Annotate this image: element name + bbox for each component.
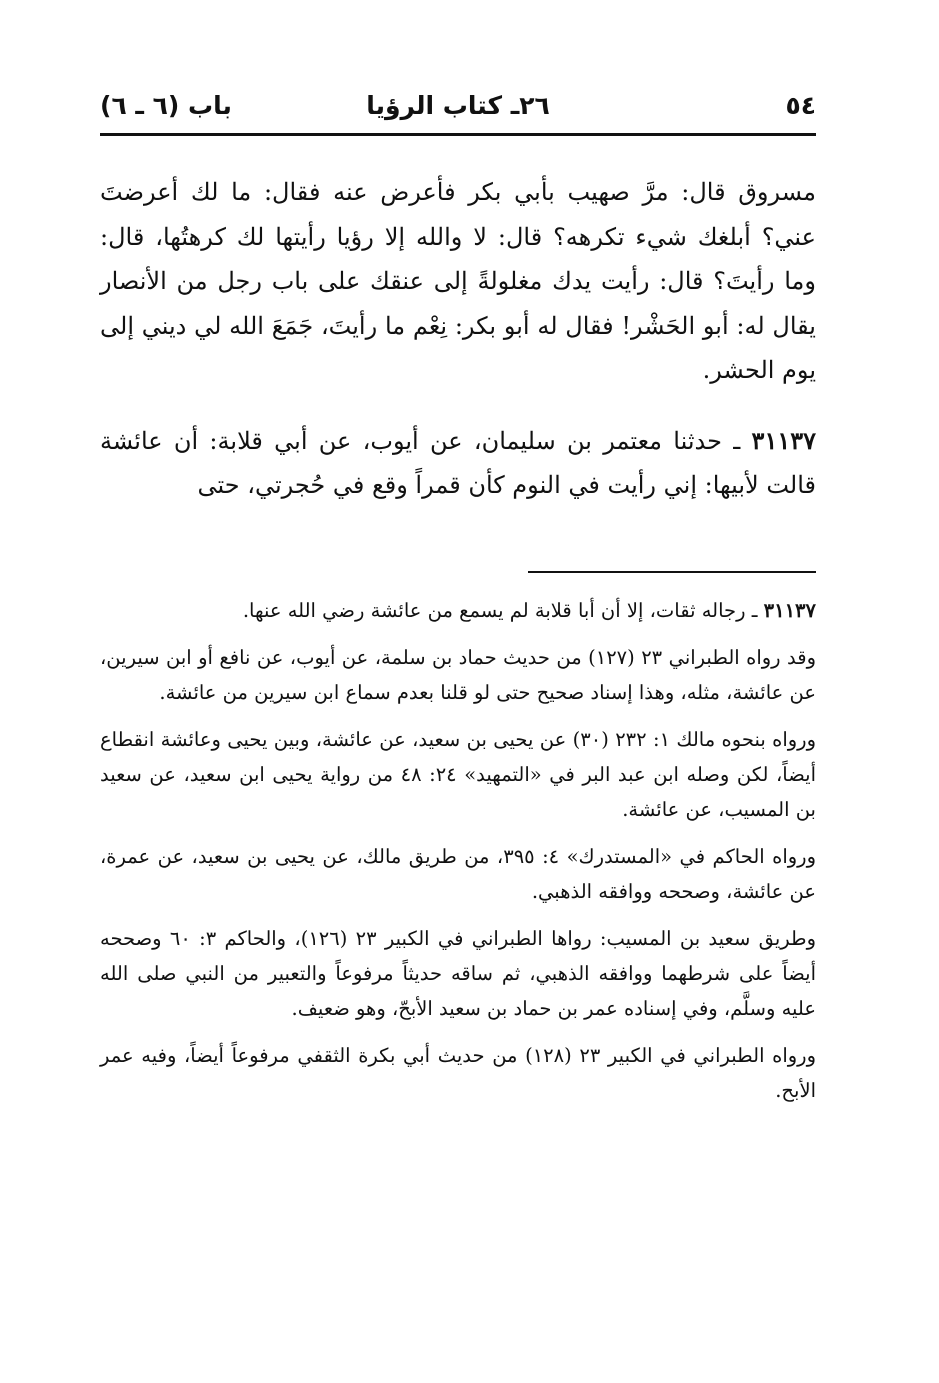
hadith-text: ـ حدثنا معتمر بن سليمان، عن أيوب، عن أبي قلابة: أن عائشة قالت لأبيها: إني رأيت في النوم كأن قمراً وقع في حُجرتي، حتى (100, 426, 816, 499)
header-divider (100, 133, 816, 136)
hadith-number: ٣١١٣٧ (751, 425, 816, 455)
footnote-paragraph (100, 593, 816, 628)
footnote-paragraph: وطريق سعيد بن المسيب: رواها الطبراني في الكبير ٢٣ (١٢٦)، والحاكم ٣: ٦٠ وصححه أيضاً على شرطهما ووافقه الذهبي، ثم ساقه حديثاً مرفوعاً والتعبير من النبي صلى الله عليه وسلَّم، وفي إسناده عمر بن حماد بن سعيد الأبحّ، وهو ضعيف. (100, 927, 816, 1020)
footnote-paragraph: ورواه الحاكم في «المستدرك» ٤: ٣٩٥، من طريق مالك، عن يحيى بن سعيد، عن عمرة، عن عائشة، وصححه ووافقه الذهبي. (100, 845, 816, 903)
main-paragraph: مسروق قال: مرَّ صهيب بأبي بكر فأعرض عنه فقال: ما لك أعرضتَ عني؟ أبلغك شيء تكرهه؟ قال: لا والله إلا رؤيا رأيتها لك كرهتُها، قال: وما رأيتَ؟ قال: رأيت يدك مغلولةً إلى عنقك على باب رجل من الأنصار يقال له: أبو الحَشْر! فقال له أبو بكر: نِعْم ما رأيتَ، جَمَعَ الله لي ديني إلى يوم الحشر. (100, 178, 816, 384)
footnote-paragraph: ورواه الطبراني في الكبير ٢٣ (١٢٨) من حديث أبي بكرة الثقفي مرفوعاً أيضاً، وفيه عمر الأبح. (100, 1044, 816, 1102)
footnotes-block (100, 593, 816, 1108)
footnote-divider (528, 571, 816, 573)
chapter-label: باب (٦ ـ ٦) (100, 91, 232, 120)
page-number: ٥٤ (785, 91, 816, 120)
page-header (100, 82, 816, 126)
footnote-lead: ـ رجاله ثقات، إلا أن أبا قلابة لم يسمع من عائشة رضي الله عنها. (242, 599, 758, 622)
book-title: ٢٦ـ كتاب الرؤيا (366, 91, 550, 120)
main-text-block (100, 170, 816, 508)
main-paragraph (100, 419, 816, 508)
footnote-paragraph: ورواه بنحوه مالك ١: ٢٣٢ (٣٠) عن يحيى بن سعيد، عن عائشة، وبين يحيى وعائشة انقطاع أيضاً، لكن وصله ابن عبد البر في «التمهيد» ٢٤: ٤٨ من رواية يحيى ابن سعيد، عن سعيد بن المسيب، عن عائشة. (100, 728, 817, 821)
footnote-paragraph: وقد رواه الطبراني ٢٣ (١٢٧) من حديث حماد بن سلمة، عن أيوب، عن نافع أو ابن سيرين، عن عائشة، مثله، وهذا إسناد صحيح حتى لو قلنا بعدم سماع ابن سيرين من عائشة. (100, 646, 816, 704)
footnote-number: ٣١١٣٧ (763, 599, 816, 622)
